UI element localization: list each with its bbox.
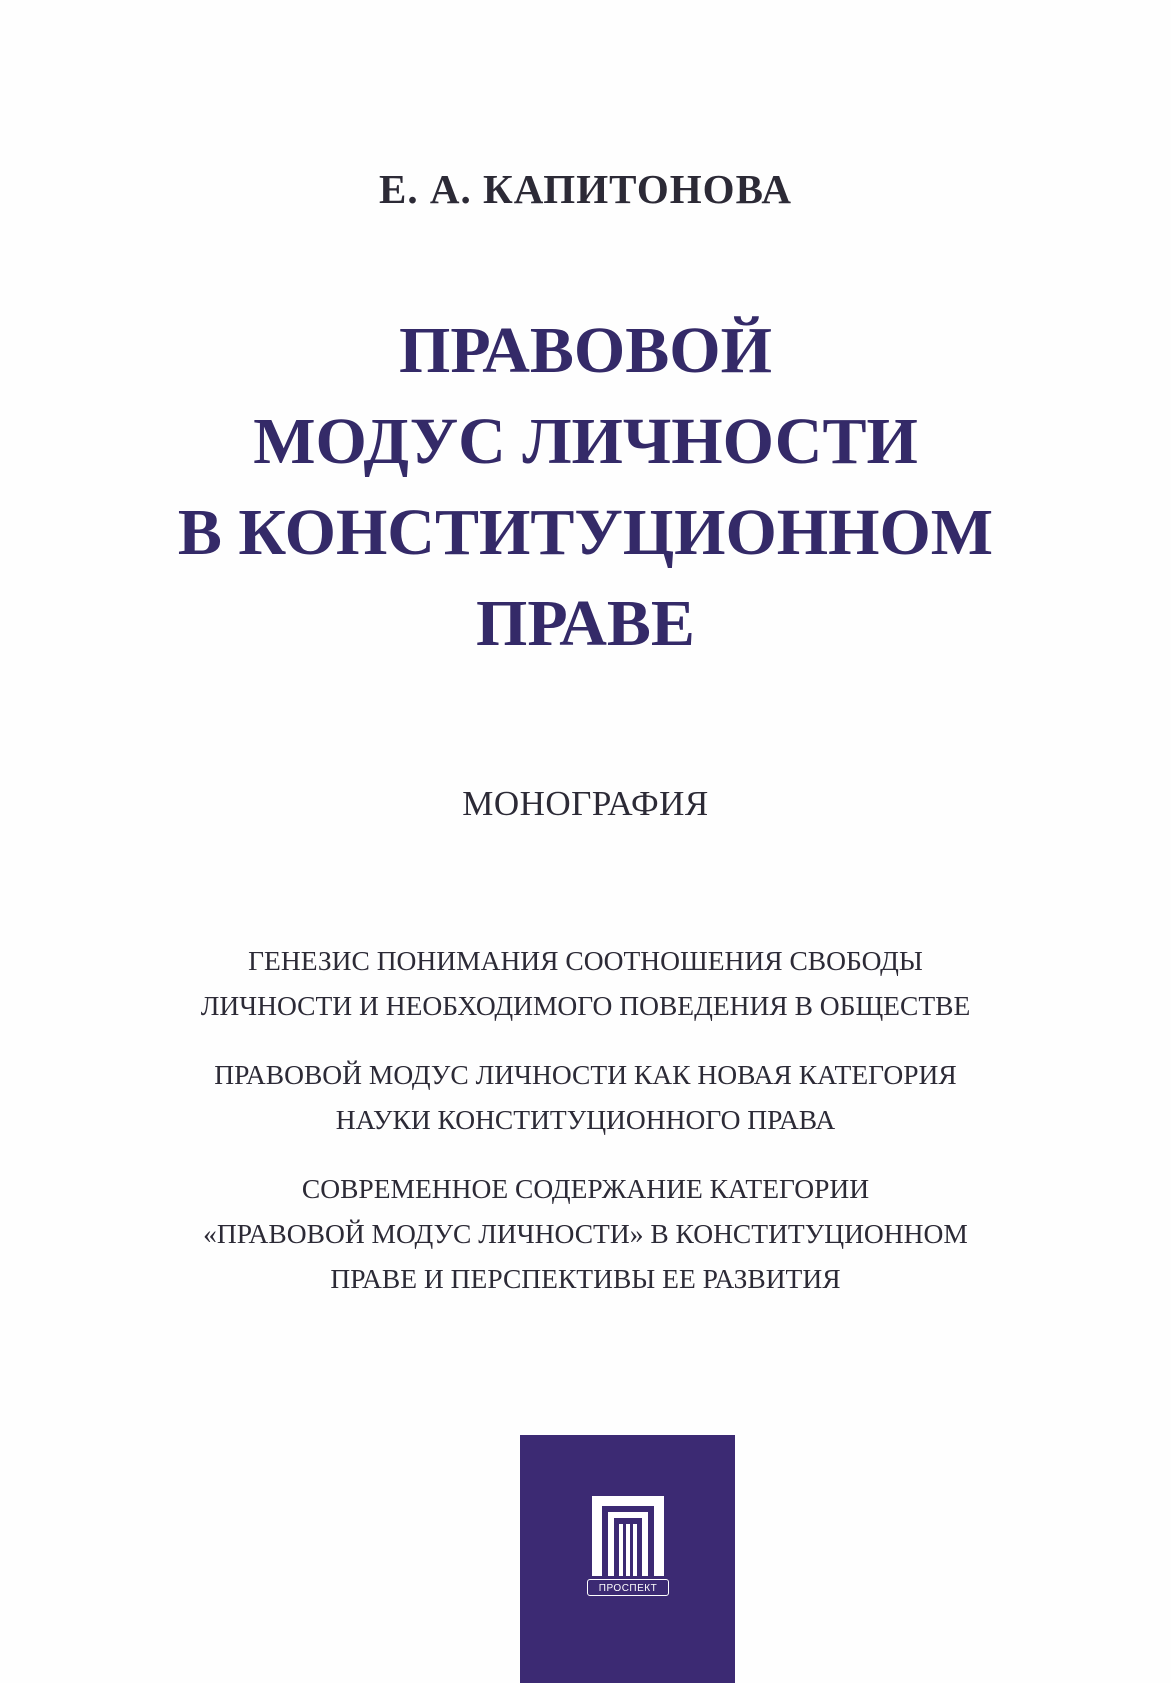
title-line: ПРАВЕ [476, 587, 695, 660]
topic-line: ГЕНЕЗИС ПОНИМАНИЯ СООТНОШЕНИЯ СВОБОДЫ [248, 945, 923, 976]
topic-line: «ПРАВОВОЙ МОДУС ЛИЧНОСТИ» В КОНСТИТУЦИОННОМ [203, 1218, 968, 1249]
topic-item [0, 1166, 1171, 1301]
topics-list [0, 938, 1171, 1325]
title-line: ПРАВОВОЙ [399, 314, 772, 387]
author-name: Е. А. КАПИТОНОВА [379, 166, 792, 212]
topic-line: НАУКИ КОНСТИТУЦИОННОГО ПРАВА [335, 1104, 836, 1135]
topic-line: ЛИЧНОСТИ И НЕОБХОДИМОГО ПОВЕДЕНИЯ В ОБЩЕСТВЕ [200, 990, 971, 1021]
title-line: МОДУС ЛИЧНОСТИ [253, 405, 918, 478]
genre-label: МОНОГРАФИЯ [462, 784, 709, 823]
book-title [0, 305, 1171, 669]
topic-item [0, 1052, 1171, 1142]
topic-line: ПРАВЕ И ПЕРСПЕКТИВЫ ЕЕ РАЗВИТИЯ [330, 1263, 841, 1294]
title-line: В КОНСТИТУЦИОННОМ [177, 496, 994, 569]
publisher-logo-icon [590, 1496, 666, 1576]
topic-line: СОВРЕМЕННОЕ СОДЕРЖАНИЕ КАТЕГОРИИ [301, 1173, 870, 1204]
topic-item [0, 938, 1171, 1028]
topic-line: ПРАВОВОЙ МОДУС ЛИЧНОСТИ КАК НОВАЯ КАТЕГОРИЯ [214, 1059, 957, 1090]
publisher-label: ПРОСПЕКТ [587, 1579, 669, 1596]
